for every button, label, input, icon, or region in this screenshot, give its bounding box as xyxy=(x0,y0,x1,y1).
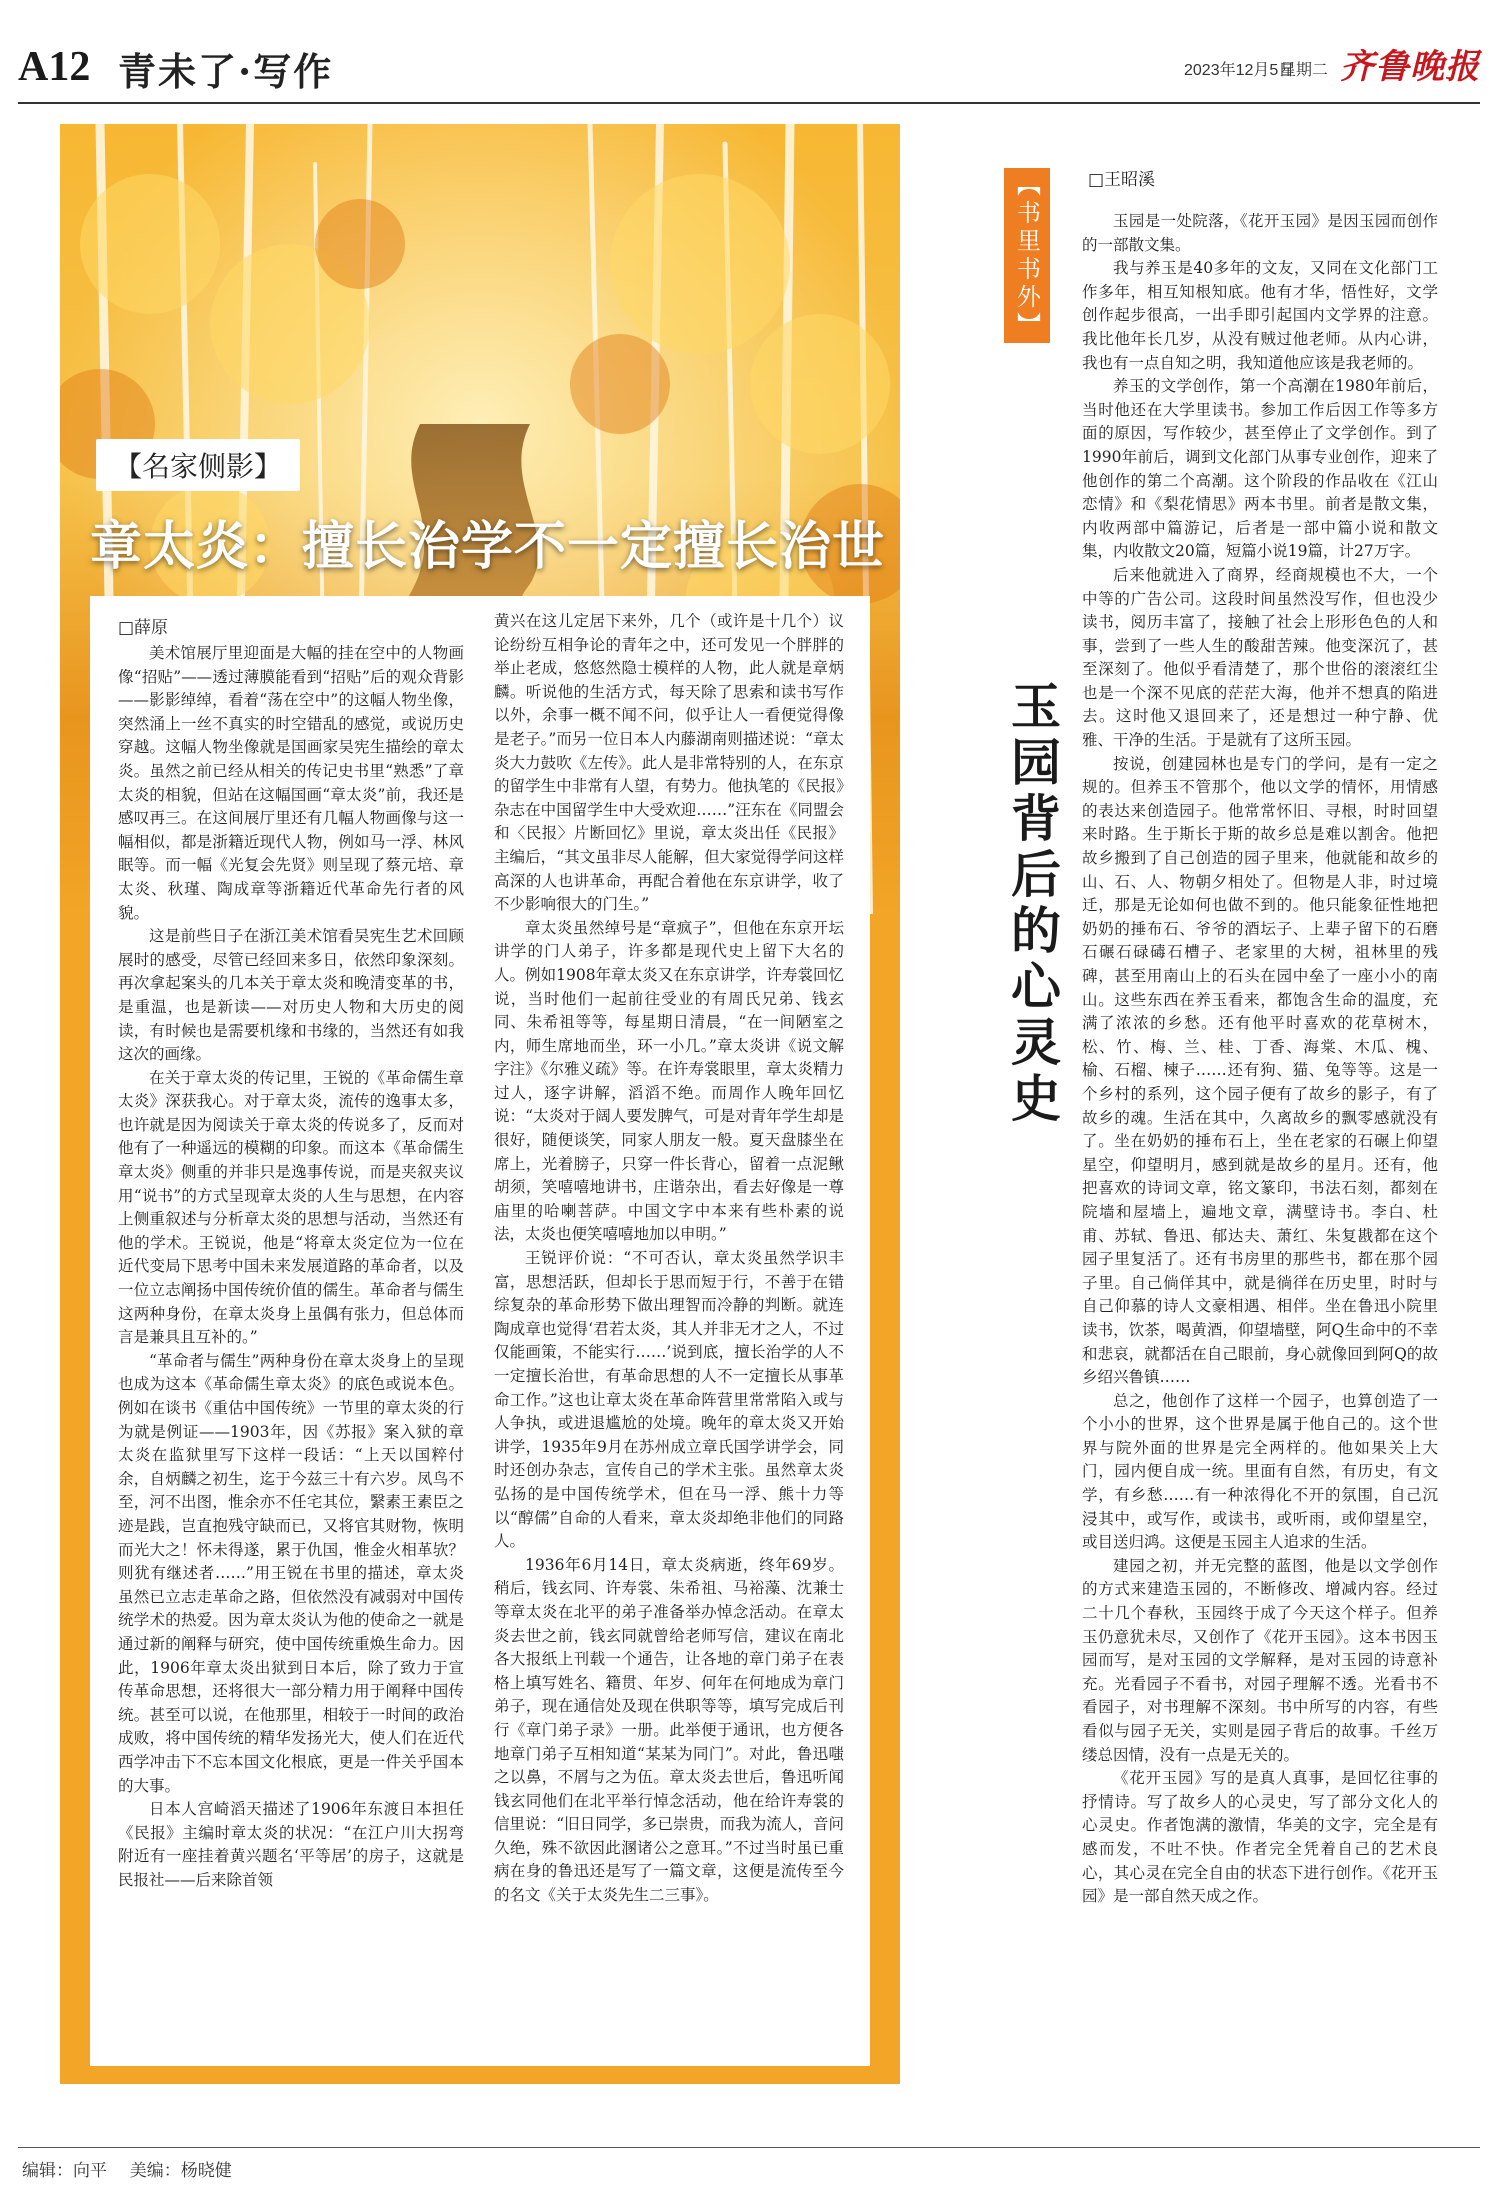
paragraph: 这是前些日子在浙江美术馆看吴宪生艺术回顾展时的感受，尽管已经回来多日，依然印象深刻。再次拿起案头的几本关于章太炎和晚清变革的书，是重温，也是新读——对历史人物和大历史的阅读，有时候也是需要机缘和书缘的，当然还有如我这次的画缘。 xyxy=(118,927,464,1064)
paragraph: 章太炎虽然绰号是“章疯子”，但他在东京开坛讲学的门人弟子，许多都是现代史上留下大名的人。例如1908年章太炎又在东京讲学，许寿裳回忆说，当时他们一起前往受业的有周氏兄弟、钱玄同、朱希祖等等，每星期日清晨，“在一间陋室之内，师生席地而坐，环一小几。”章太炎讲《说文解字注》《尔雅义疏》等。在许寿裳眼里，章太炎精力过人，逐字讲解，滔滔不绝。而周作人晚年回忆说：“太炎对于阔人要发脾气，可是对青年学生却是很好，随便谈笑，同家人朋友一般。夏天盘膝坐在席上，光着膀子，只穿一件长背心，留着一点泥鳅胡须，笑嘻嘻地讲书，庄谐杂出，看去好像是一尊庙里的哈喇菩萨。中国文字中本来有些朴素的说法，太炎也便笑嘻嘻地加以申明。” xyxy=(494,918,844,1244)
byline: □王昭溪 xyxy=(1088,170,1156,190)
newspaper-logo: 齐鲁晚报 xyxy=(1340,47,1480,87)
paragraph: 黄兴在这儿定居下来外，几个（或许是十几个）议论纷纷互相争论的青年之中，还可发见一个胖胖的举止老成，悠悠然隐士模样的人物，此人就是章炳麟。听说他的生活方式，每天除了思索和读书写作以外，余事一概不闻不问，似乎让人一看便觉得像是老子。”而另一位日本人内藤湖南则描述说：“章太炎大力鼓吹《左传》。此人是非常特别的人，在东京的留学生中非常有人望，有势力。他执笔的《民报》杂志在中国留学生中大受欢迎……”汪东在《同盟会和〈民报〉片断回忆》里说，章太炎出任《民报》主编后，“其文虽非尽人能解，但大家觉得学问这样高深的人也讲革命，再配合着他在东京讲学，收了不少影响很大的门生。” xyxy=(494,612,844,914)
article-body xyxy=(90,596,870,2066)
byline: □薛原 xyxy=(118,618,169,638)
page-number: A12 xyxy=(18,44,91,90)
text-column-1 xyxy=(118,642,464,1892)
paragraph: “革命者与儒生”两种身份在章太炎身上的呈现也成为这本《革命儒生章太炎》的底色或说本色。例如在谈书《重估中国传统》一节里的章太炎的行为就是例证——1903年，因《苏报》案入狱的章太炎在监狱里写下这样一段话：“上天以国粹付余，自炳麟之初生，迄于今兹三十有六岁。凤鸟不至，河不出图，惟余亦不任宅其位，繄素王素臣之迹是践，岂直抱残守缺而已，又将官其财物，恢明而光大之！怀未得遂，累于仇国，惟金火相革欤？则犹有继述者……”用王锐在书里的描述，章太炎虽然已立志走革命之路，但依然没有减弱对中国传统学术的热爱。因为章太炎认为他的使命之一就是通过新的阐释与研究，使中国传统重焕生命力。因此，1906年章太炎出狱到日本后，除了致力于宣传革命思想，还将很大一部分精力用于阐释中国传统。甚至可以说，在他那里，相较于一时间的政治成败，将中国传统的精华发扬光大，使人们在近代西学冲击下不忘本国文化根底，更是一件关乎国本的大事。 xyxy=(118,1351,464,1795)
paragraph: 建园之初，并无完整的蓝图，他是以文学创作的方式来建造玉园的，不断修改、增减内容。经过二十几个春秋，玉园终于成了今天这个样子。但养玉仍意犹未尽，又创作了《花开玉园》。这本书因玉园而写，是对玉园的文学解释，是对玉园的诗意补充。光看园子不看书，对园子理解不透。光看书不看园子，对书理解不深刻。书中所写的内容，有些看似与园子无关，实则是园子背后的故事。千丝万缕总因情，没有一点是无关的。 xyxy=(1082,1556,1438,1764)
paragraph: 玉园是一处院落，《花开玉园》是因玉园而创作的一部散文集。 xyxy=(1082,212,1438,254)
feature-panel xyxy=(60,124,900,2084)
designer-credit: 美编：杨晓健 xyxy=(129,2161,232,2180)
paragraph: 我与养玉是40多年的文友，又同在文化部门工作多年，相互知根知底。他有才华，悟性好，文学创作起步很高，一出手即引起国内文学界的注意。我比他年长几岁，从没有贼过他老师。从内心讲，我也有一点自知之明，我知道他应该是我老师的。 xyxy=(1082,259,1438,372)
section-title: 青未了·写作 xyxy=(118,49,334,94)
column-tag-vertical: 【书里书外】 xyxy=(1004,168,1050,343)
paragraph: 美术馆展厅里迎面是大幅的挂在空中的人物画像“招贴”——透过薄膜能看到“招贴”后的观众背影——影影绰绰，看着“荡在空中”的这幅人物坐像，突然涌上一丝不真实的时空错乱的感觉，或说历史穿越。这幅人物坐像就是国画家吴宪生描绘的章太炎。虽然之前已经从相关的传记史书里“熟悉”了章太炎的相貌，但站在这幅国画“章太炎”前，我还是感叹再三。在这间展厅里还有几幅人物画像与这一幅相似，都是浙籍近现代人物，例如马一浮、林风眠等。而一幅《光复会先贤》则呈现了蔡元培、章太炎、秋瑾、陶成章等浙籍近代革命先行者的风貌。 xyxy=(118,644,464,922)
paragraph: 养玉的文学创作，第一个高潮在1980年前后，当时他还在大学里读书。参加工作后因工作等多方面的原因，写作较少，甚至停止了文学创作。到了1990年前后，调到文化部门从事专业创作，迎来了他创作的第二个高潮。这个阶段的作品收在《江山恋情》和《梨花情思》两本书里。前者是散文集，内收两部中篇游记，后者是一部中篇小说和散文集，内收散文20篇，短篇小说19篇，计27万字。 xyxy=(1082,377,1438,561)
page-footer xyxy=(22,2156,250,2181)
paragraph: 1936年6月14日，章太炎病逝，终年69岁。稍后，钱玄同、许寿裳、朱希祖、马裕藻、沈兼士等章太炎在北平的弟子准备举办悼念活动。在章太炎去世之前，钱玄同就曾给老师写信，建议在南北各大报纸上刊载一个通告，让各地的章门弟子在表格上填写姓名、籍贯、年岁、何年在何地成为章门弟子，现在通信处及现在供职等等，填写完成后刊行《章门弟子录》一册。此举便于通讯，也方便各地章门弟子互相知道“某某为同门”。对此，鲁迅嗤之以鼻，不屑与之为伍。章太炎去世后，鲁迅听闻钱玄同他们在北平举行悼念活动，他在给许寿裳的信里说：“旧日同学，多已崇贵，而我为流人，音问久绝，殊不欲因此溷诸公之意耳。”不过当时虽已重病在身的鲁迅还是写了一篇文章，这便是流传至今的名文《关于太炎先生二三事》。 xyxy=(494,1555,844,1905)
paragraph: 总之，他创作了这样一个园子，也算创造了一个小小的世界，这个世界是属于他自己的。这个世界与院外面的世界是完全两样的。他如果关上大门，园内便自成一统。里面有自然，有历史，有文学，有乡愁……有一种浓得化不开的氛围，自己沉浸其中，或写作，或读书，或听雨，或仰望星空，或目送归鸿。这便是玉园主人追求的生活。 xyxy=(1082,1391,1438,1552)
paragraph: 后来他就进入了商界，经商规模也不大，一个中等的广告公司。这段时间虽然没写作，但也没少读书，阅历丰富了，接触了社会上形形色色的人和事，尝到了一些人生的酸甜苦辣。他变深沉了，甚至深刻了。他似乎看清楚了，那个世俗的滚滚红尘也是一个深不见底的茫茫大海，他并不想真的陷进去。这时他又退回来了，还是想过一种宁静、优雅、干净的生活。于是就有了这所玉园。 xyxy=(1082,565,1438,750)
article-title-vertical: 玉园背后的心灵史 xyxy=(1003,680,1062,1128)
issue-weekday: 星期二 xyxy=(1280,62,1329,79)
editor-credit: 编辑：向平 xyxy=(22,2161,107,2180)
column-tag: 【名家侧影】 xyxy=(96,439,300,491)
issue-date: 2023年12月5日 xyxy=(1184,62,1295,79)
text-column-2 xyxy=(494,610,844,1908)
paragraph: 在关于章太炎的传记里，王锐的《革命儒生章太炎》深获我心。对于章太炎，流传的逸事太多，也许就是因为阅读关于章太炎的传说多了，反而对他有了一种遥远的模糊的印象。而这本《革命儒生章太炎》侧重的并非只是逸事传说，而是夹叙夹议用“说书”的方式呈现章太炎的人生与思想，在内容上侧重叙述与分析章太炎的思想与活动，当然还有他的学术。王锐说，他是“将章太炎定位为一位在近代变局下思考中国未来发展道路的革命者，以及一位立志阐扬中国传统价值的儒生。革命者与儒生这两种身份，在章太炎身上虽偶有张力，但总体而言是兼具且互补的。” xyxy=(118,1068,464,1347)
header-rule xyxy=(18,102,1480,104)
paragraph: 王锐评价说：“不可否认，章太炎虽然学识丰富，思想活跃，但却长于思而短于行，不善于在错综复杂的革命形势下做出理智而冷静的判断。就连陶成章也觉得‘君若太炎，其人并非无才之人，不过仅能画策，不能实行……’说到底，擅长治学的人不一定擅长治世，有革命思想的人不一定擅长从事革命工作。”这也让章太炎在革命阵营里常常陷入或与人争执，或进退尴尬的处境。晚年的章太炎又开始讲学，1935年9月在苏州成立章氏国学讲学会，同时还创办杂志，宣传自己的学术主张。虽然章太炎弘扬的是中国传统学术，但在马一浮、熊十力等以“醇儒”自命的人看来，章太炎却绝非他们的同路人。 xyxy=(494,1249,844,1551)
paragraph: 《花开玉园》写的是真人真事，是回忆往事的抒情诗。写了故乡人的心灵史，写了部分文化人的心灵史。作者饱满的激情，华美的文字，完全是有感而发，不吐不快。作者完全凭着自己的艺术良心，其心灵在完全自由的状态下进行创作。《花开玉园》是一部自然天成之作。 xyxy=(1082,1769,1438,1906)
article-title: 章太炎：擅长治学不一定擅长治世 xyxy=(90,516,886,577)
footer-rule xyxy=(18,2147,1480,2148)
paragraph: 按说，创建园林也是专门的学问，是有一定之规的。但养玉不管那个，他以文学的情怀，用情感的表达来创造园子。他常常怀旧、寻根，时时回望来时路。生于斯长于斯的故乡总是难以割舍。他把故乡搬到了自己创造的园子里来，他就能和故乡的山、石、人、物朝夕相处了。但物是人非，时过境迁，那是无论如何也做不到的。他只能象征性地把奶奶的捶布石、爷爷的酒坛子、上辈子留下的石磨石碾石碌碡石槽子、老家里的大树，祖林里的残碑，甚至用南山上的石头在园中垒了一座小小的南山。这些东西在养玉看来，都饱含生命的温度，充满了浓浓的乡愁。还有他平时喜欢的花草树木，松、竹、梅、兰、桂、丁香、海棠、木瓜、槐、榆、石榴、楝子……还有狗、猫、兔等等。这是一个乡村的系列，这个园子便有了故乡的影子，有了故乡的魂。生活在其中，久离故乡的飘零感就没有了。坐在奶奶的捶布石上，坐在老家的石碾上仰望星空，仰望明月，感到就是故乡的星月。还有，他把喜欢的诗词文章，铭文篆印，书法石刻，都刻在院墙和屋墙上，遍地文章，满壁诗书。李白、杜甫、苏轼、鲁迅、郁达夫、萧红、朱复戡都在这个园子里复活了。还有书房里的那些书，都在那个园子里。自己倘佯其中，就是徜徉在历史里，时时与自己仰慕的诗人文豪相遇、相伴。坐在鲁迅小院里读书，饮茶，喝黄酒，仰望墙壁，阿Q生命中的不幸和悲哀，就都活在自己眼前，身心就像回到阿Q的故乡绍兴鲁镇…… xyxy=(1082,754,1438,1387)
page-header xyxy=(18,35,1480,95)
paragraph: 日本人宫崎滔天描述了1906年东渡日本担任《民报》主编时章太炎的状况：“在江户川大拐弯附近有一座挂着黄兴题名‘平等居’的房子，这就是民报社——后来除首领 xyxy=(118,1800,464,1889)
text-column-3 xyxy=(1082,210,1438,1909)
